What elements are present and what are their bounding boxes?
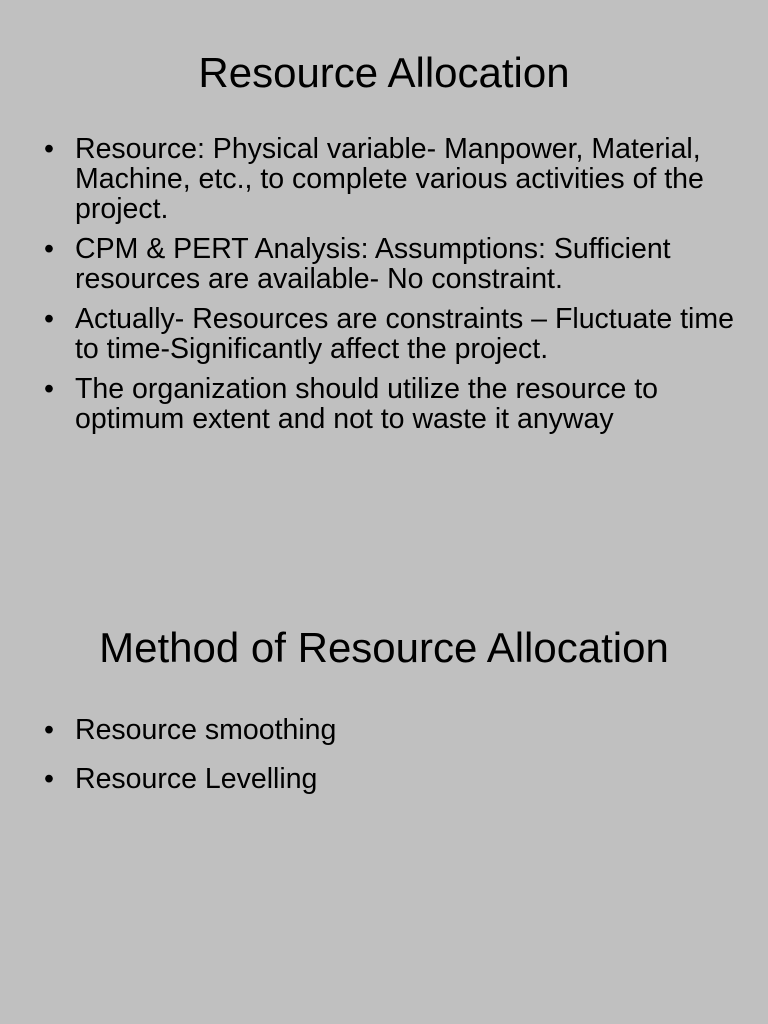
bullet-item bbox=[44, 304, 744, 364]
bullet-item bbox=[44, 715, 744, 745]
bullet-item bbox=[44, 134, 744, 224]
bullet-text: The organization should utilize the resource to optimum extent and not to waste it anyway bbox=[75, 373, 659, 435]
bullet-item bbox=[44, 764, 744, 794]
bullet-item bbox=[44, 234, 744, 294]
bullet-text: Resource smoothing bbox=[75, 714, 337, 746]
bullet-text: Actually- Resources are constraints – Fluctuate time to time-Significantly affect the project. bbox=[75, 303, 734, 365]
bullet-text: CPM & PERT Analysis: Assumptions: Sufficient resources are available- No constraint. bbox=[75, 233, 671, 295]
bullet-dot-icon: • bbox=[44, 303, 54, 335]
bullet-list bbox=[44, 715, 744, 813]
slide-method-of-resource-allocation bbox=[0, 512, 768, 1024]
bullet-item bbox=[44, 374, 744, 434]
bullet-dot-icon: • bbox=[44, 714, 54, 746]
bullet-text: Resource: Physical variable- Manpower, Material, Machine, etc., to complete various activities of the project. bbox=[75, 133, 704, 225]
bullet-dot-icon: • bbox=[44, 763, 54, 795]
bullet-text: Resource Levelling bbox=[75, 763, 318, 795]
slide-title: Resource Allocation bbox=[198, 49, 570, 96]
bullet-dot-icon: • bbox=[44, 233, 54, 265]
bullet-list bbox=[44, 134, 744, 444]
bullet-dot-icon: • bbox=[44, 373, 54, 405]
slide-title: Method of Resource Allocation bbox=[99, 624, 669, 671]
bullet-dot-icon: • bbox=[44, 133, 54, 165]
